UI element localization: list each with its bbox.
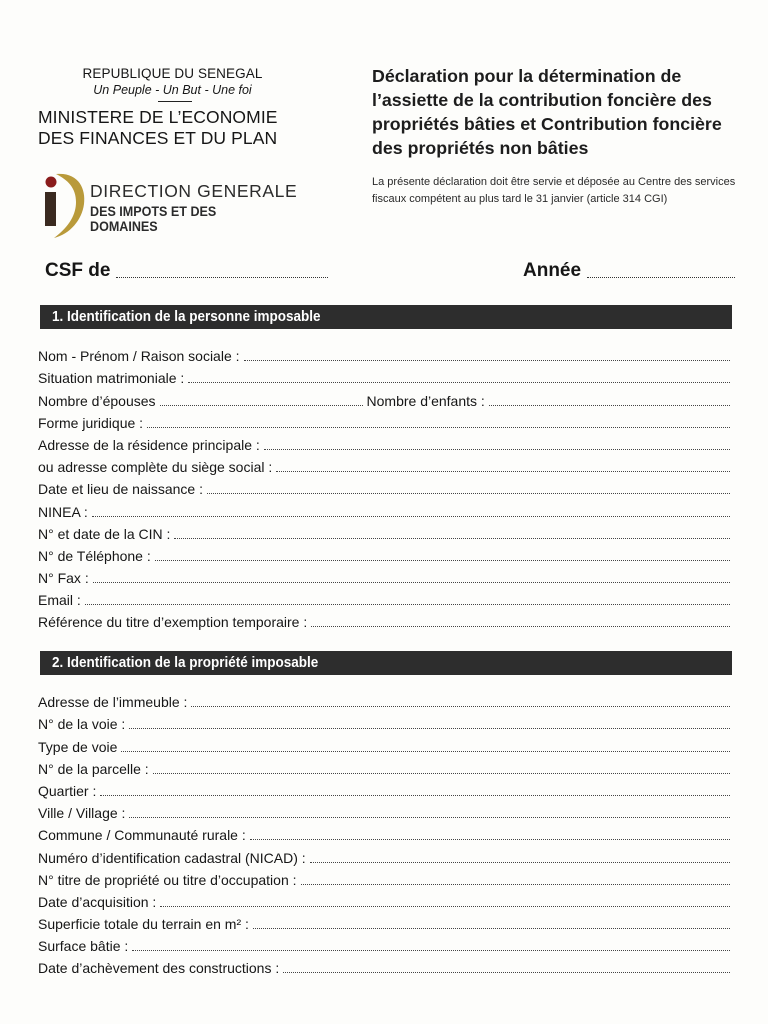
field-input-line[interactable] xyxy=(92,515,730,517)
form-line[interactable] xyxy=(38,521,730,543)
form-line[interactable] xyxy=(38,933,730,955)
form-line[interactable] xyxy=(38,955,730,977)
field-label: NINEA : xyxy=(38,503,88,520)
csf-field[interactable] xyxy=(45,260,328,282)
form-line[interactable] xyxy=(38,343,730,365)
issuer-header xyxy=(30,66,320,149)
field-label: Nom - Prénom / Raison sociale : xyxy=(38,348,240,365)
field-label: Date d’achèvement des constructions : xyxy=(38,960,280,977)
field-label: Type de voie xyxy=(38,738,118,755)
field-input-line[interactable] xyxy=(188,381,730,383)
section-1-header xyxy=(40,305,732,329)
field-input-line[interactable] xyxy=(310,861,730,863)
form-line[interactable] xyxy=(38,689,730,711)
field-input-line[interactable] xyxy=(132,949,730,951)
dgid-logo xyxy=(40,160,300,240)
field-input-line[interactable] xyxy=(85,603,730,605)
field-input-line[interactable] xyxy=(191,705,730,707)
form-line[interactable] xyxy=(38,498,730,520)
field-label: Référence du titre d’exemption temporaire : xyxy=(38,614,308,631)
field-label: Commune / Communauté rurale : xyxy=(38,827,246,844)
field-input-line[interactable] xyxy=(155,559,730,561)
csf-year-row xyxy=(45,260,735,282)
field-input-line[interactable] xyxy=(276,470,730,472)
motto-divider xyxy=(158,101,192,102)
field-label: Surface bâtie : xyxy=(38,938,129,955)
field-label: N° et date de la CIN : xyxy=(38,525,171,542)
field-label: Date d’acquisition : xyxy=(38,893,157,910)
section-2-title: 2. Identification de la propriété imposable xyxy=(52,654,319,671)
field-label: Date et lieu de naissance : xyxy=(38,481,203,498)
form-line[interactable] xyxy=(38,476,730,498)
field-input-line[interactable] xyxy=(160,905,730,907)
children-input-line[interactable] xyxy=(489,404,730,406)
field-input-line[interactable] xyxy=(174,537,730,539)
field-label: ou adresse complète du siège social : xyxy=(38,459,273,476)
field-input-line[interactable] xyxy=(100,794,730,796)
ministry-line-2: DES FINANCES ET DU PLAN xyxy=(38,128,278,148)
field-label: Adresse de l’immeuble : xyxy=(38,694,188,711)
field-input-line[interactable] xyxy=(244,359,730,361)
field-input-line[interactable] xyxy=(160,404,363,406)
year-label: Année xyxy=(523,260,582,281)
dgid-emblem-icon xyxy=(40,160,88,240)
section-1-title: 1. Identification de la personne imposable xyxy=(52,308,321,325)
field-label: Numéro d’identification cadastral (NICAD) : xyxy=(38,849,306,866)
field-label: N° Fax : xyxy=(38,570,89,587)
ministry-name xyxy=(38,107,320,149)
form-header xyxy=(372,64,742,208)
form-line[interactable] xyxy=(38,822,730,844)
field-label: Forme juridique : xyxy=(38,414,144,431)
field-input-line[interactable] xyxy=(121,750,730,752)
form-line[interactable] xyxy=(38,454,730,476)
country-name: REPUBLIQUE DU SENEGAL xyxy=(82,66,263,81)
form-line[interactable] xyxy=(38,778,730,800)
field-label: Adresse de la résidence principale : xyxy=(38,436,260,453)
form-line[interactable] xyxy=(38,889,730,911)
form-title: Déclaration pour la détermination de l’assiette de la contribution foncière des propriétés bâties et Contribution foncière des propriétés non bâties xyxy=(372,66,722,158)
field-input-line[interactable] xyxy=(93,581,730,583)
form-line[interactable] xyxy=(38,609,730,631)
field-input-line[interactable] xyxy=(129,727,730,729)
field-label: N° de la parcelle : xyxy=(38,760,149,777)
form-line[interactable] xyxy=(38,543,730,565)
form-line[interactable] xyxy=(38,800,730,822)
field-input-line[interactable] xyxy=(129,816,730,818)
field-label: Ville / Village : xyxy=(38,805,126,822)
form-line[interactable] xyxy=(38,365,730,387)
national-motto: Un Peuple - Un But - Une foi xyxy=(93,83,252,97)
children-label: Nombre d’enfants : xyxy=(366,392,485,409)
form-line[interactable] xyxy=(38,587,730,609)
field-label: Email : xyxy=(38,592,81,609)
ministry-line-1: MINISTERE DE L’ECONOMIE xyxy=(38,107,278,127)
form-line[interactable] xyxy=(38,711,730,733)
form-note: La présente déclaration doit être servie et déposée au Centre des services fiscaux compétent au plus tard le 31 janvier (article 314 CGI) xyxy=(372,176,736,205)
year-input-line[interactable] xyxy=(587,276,735,278)
form-line[interactable] xyxy=(38,565,730,587)
field-input-line[interactable] xyxy=(147,426,730,428)
field-input-line[interactable] xyxy=(153,772,730,774)
logo-line-1: DIRECTION GENERALE xyxy=(90,181,298,201)
form-line[interactable] xyxy=(38,410,730,432)
form-line[interactable] xyxy=(38,867,730,889)
field-input-line[interactable] xyxy=(253,927,730,929)
field-label: Superficie totale du terrain en m² : xyxy=(38,916,249,933)
field-label: Quartier : xyxy=(38,782,97,799)
field-input-line[interactable] xyxy=(264,448,730,450)
field-input-line[interactable] xyxy=(283,971,730,973)
form-line[interactable] xyxy=(38,911,730,933)
section-2-fields xyxy=(38,689,730,977)
year-field[interactable] xyxy=(523,260,735,282)
csf-label: CSF de xyxy=(45,260,111,281)
field-label: Nombre d’épouses xyxy=(38,392,156,409)
field-label: N° de la voie : xyxy=(38,716,126,733)
section-2-header xyxy=(40,651,732,675)
field-input-line[interactable] xyxy=(301,883,730,885)
section-1-fields xyxy=(38,343,730,631)
form-line[interactable] xyxy=(38,733,730,755)
field-input-line[interactable] xyxy=(311,625,730,627)
form-line[interactable] xyxy=(38,756,730,778)
field-input-line[interactable] xyxy=(207,492,730,494)
field-input-line[interactable] xyxy=(250,838,730,840)
logo-line-2: DES IMPOTS ET DES DOMAINES xyxy=(90,204,217,234)
csf-input-line[interactable] xyxy=(116,276,328,278)
form-line[interactable] xyxy=(38,844,730,866)
form-line[interactable] xyxy=(38,387,730,409)
field-label: Situation matrimoniale : xyxy=(38,370,185,387)
field-label: N° titre de propriété ou titre d’occupation : xyxy=(38,871,297,888)
form-line[interactable] xyxy=(38,432,730,454)
field-label: N° de Téléphone : xyxy=(38,547,151,564)
